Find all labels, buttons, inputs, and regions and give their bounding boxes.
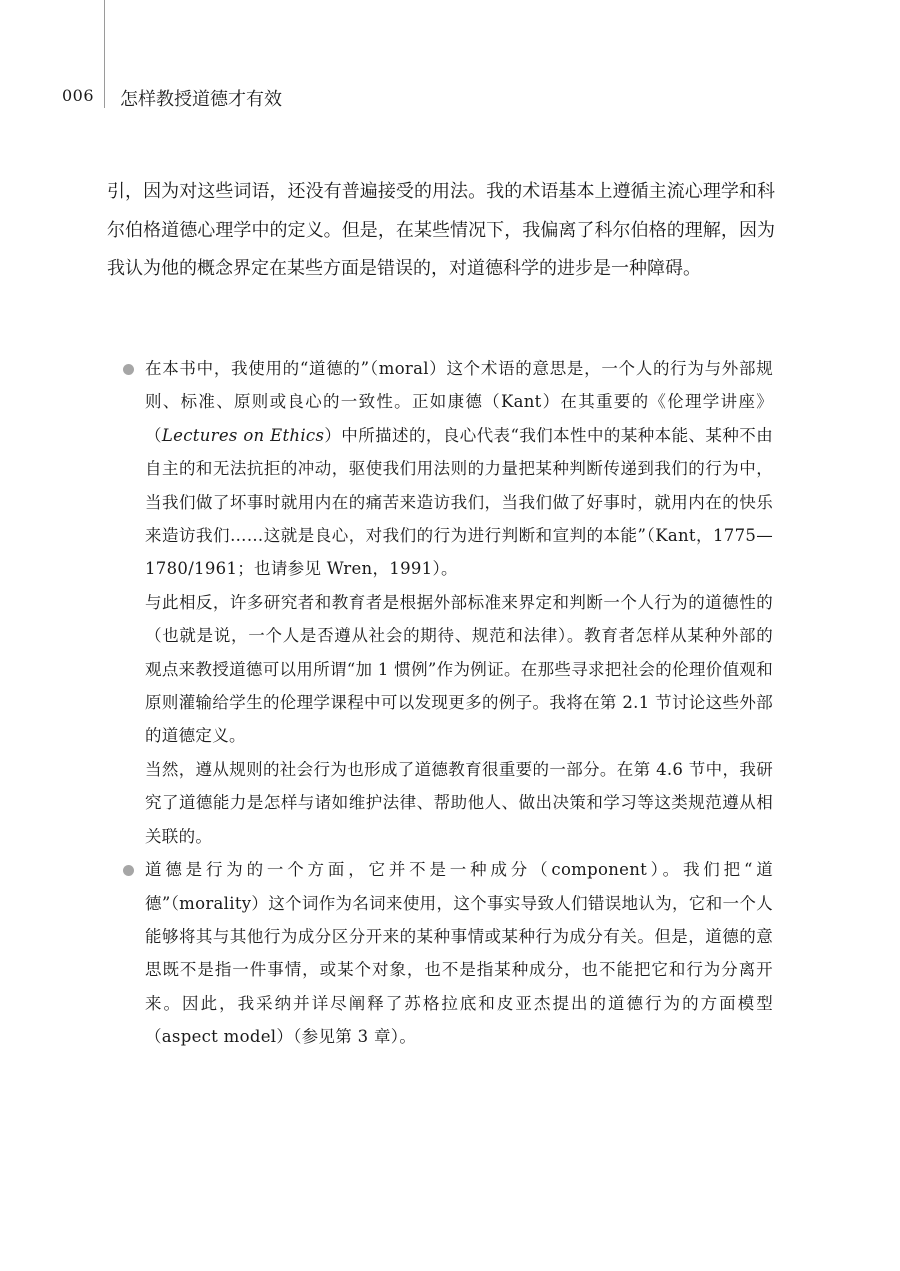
header-rule — [104, 0, 105, 108]
bullet-dot-icon — [123, 364, 134, 375]
bullet-list — [0, 352, 900, 1054]
book-title-italic: Lectures on Ethics — [161, 425, 325, 445]
bullet-paragraph: 与此相反，许多研究者和教育者是根据外部标准来界定和判断一个人行为的道德性的（也就是说，一个人是否遵从社会的期待、规范和法律）。教育者怎样从某种外部的观点来教授道德可以用所谓“加 1 惯例”作为例证。在那些寻求把社会的伦理价值观和原则灌输给学生的伦理学课程中可以发现更多的例子。我将在第 2.1 节讨论这些外部的道德定义。 — [145, 592, 773, 746]
bullet-dot-icon — [123, 865, 134, 876]
bullet-item-moral — [0, 352, 900, 853]
bullet-paragraph: 当然，遵从规则的社会行为也形成了道德教育很重要的一部分。在第 4.6 节中，我研究了道德能力是怎样与诸如维护法律、帮助他人、做出决策和学习等这类规范遵从相关联的。 — [145, 759, 773, 846]
running-title: 怎样教授道德才有效 — [120, 89, 282, 110]
page-number: 006 — [62, 86, 95, 105]
paragraph-text: 在本书中，我使用的“道德的”（moral）这个术语的意思是，一个人的行为与外部规则、标准、原则或良心的一致性。正如康德（Kant）在其重要的《伦理学讲座》（ — [145, 359, 773, 445]
bullet-item-aspect — [0, 853, 900, 1053]
intro-paragraph: 引，因为对这些词语，还没有普遍接受的用法。我的术语基本上遵循主流心理学和科尔伯格道德心理学中的定义。但是，在某些情况下，我偏离了科尔伯格的理解，因为我认为他的概念界定在某些方面是错误的，对道德科学的进步是一种障碍。 — [107, 181, 775, 279]
bullet-paragraph: 道德是行为的一个方面，它并不是一种成分（component）。我们把“道德”（morality）这个词作为名词来使用，这个事实导致人们错误地认为，它和一个人能够将其与其他行为成分区分开来的某种事情或某种行为成分有关。但是，道德的意思既不是指一件事情，或某个对象，也不是指某种成分，也不能把它和行为分离开来。因此，我采纳并详尽阐释了苏格拉底和皮亚杰提出的道德行为的方面模型（aspect model）（参见第 3 章）。 — [145, 860, 773, 1047]
bullet-paragraph — [145, 352, 773, 586]
paragraph-text: ）中所描述的，良心代表“我们本性中的某种本能、某种不由自主的和无法抗拒的冲动，驱使我们用法则的力量把某种判断传递到我们的行为中，当我们做了坏事时就用内在的痛苦来造访我们，当我们做了好事时，就用内在的快乐来造访我们……这就是良心，对我们的行为进行判断和宣判的本能”（Kant，1775—1780/1961；也请参见 Wren，1991）。 — [145, 425, 773, 579]
